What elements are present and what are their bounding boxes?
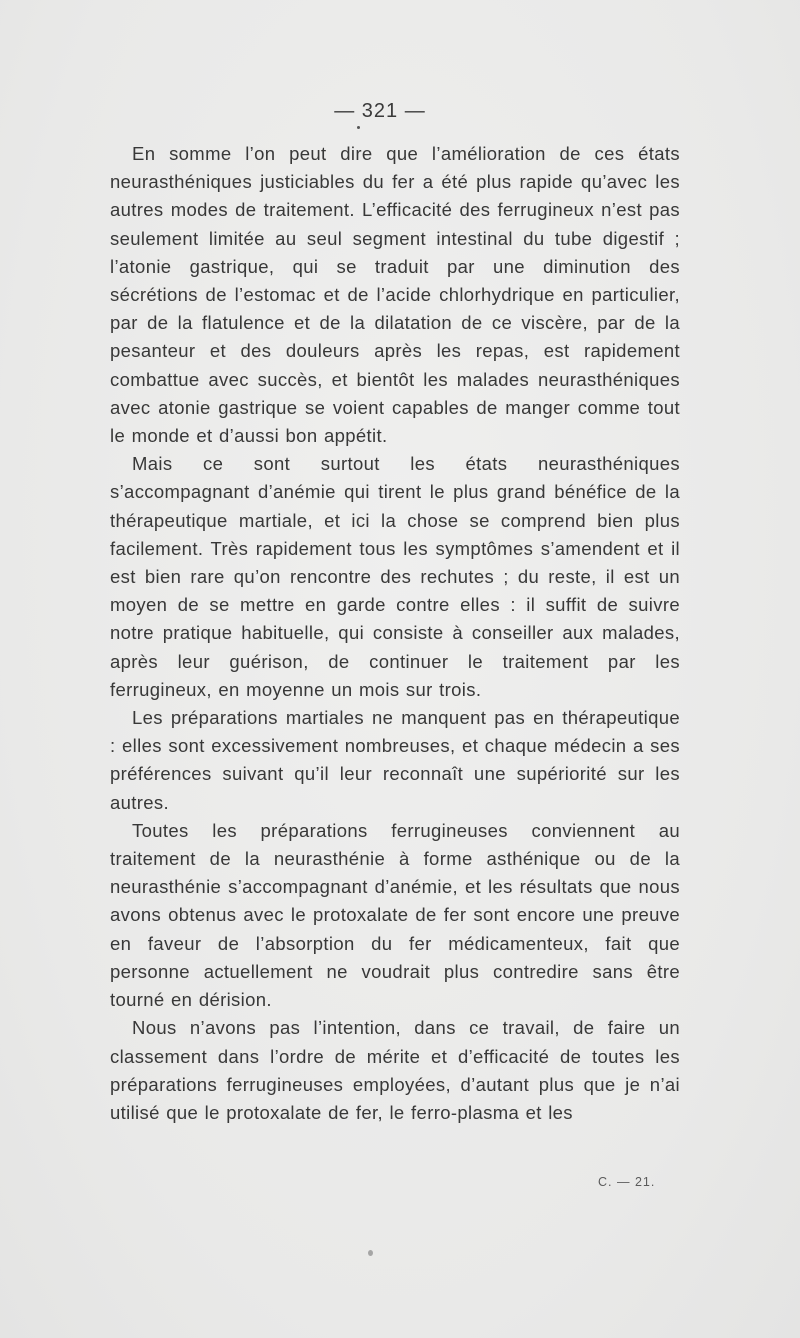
paragraph-2: Mais ce sont surtout les états neurasthéniques s’accompagnant d’anémie qui tirent le plus grand bénéfice de la thérapeutique martiale, et ici la chose se comprend bien plus facilement. Très rapidement tous les symptômes s’amendent et il est bien rare qu’on rencontre des rechutes ; du reste, il est un moyen de se mettre en garde contre elles : il suffit de suivre notre pratique habituelle, qui consiste à conseiller aux malades, après leur guérison, de continuer le traitement par les ferrugineux, en moyenne un mois sur trois. [110, 453, 680, 700]
printer-signature-mark: C. — 21. [598, 1175, 656, 1189]
paper-speck [368, 1250, 373, 1256]
page-number: — 321 — [334, 100, 426, 122]
body-text [110, 140, 680, 1127]
ink-mark [357, 126, 360, 129]
paragraph-1: En somme l’on peut dire que l’amélioration de ces états neurasthéniques justiciables du fer a été plus rapide qu’avec les autres modes de traitement. L’efficacité des ferrugineux n’est pas seulement limitée au seul segment intestinal du tube digestif ; l’atonie gastrique, qui se traduit par une diminution des sécrétions de l’estomac et de l’acide chlorhydrique en particulier, par de la flatulence et de la dilatation de ce viscère, par de la pesanteur et des douleurs après les repas, est rapidement combattue avec succès, et bientôt les malades neurasthéniques avec atonie gastrique se voient capables de manger comme tout le monde et d’aussi bon appétit. [110, 143, 680, 447]
paragraph-5: Nous n’avons pas l’intention, dans ce travail, de faire un classement dans l’ordre de mérite et d’efficacité de toutes les préparations ferrugineuses employées, d’autant plus que je n’ai utilisé que le protoxalate de fer, le ferro-plasma et les [110, 1017, 680, 1123]
paragraph-4: Toutes les préparations ferrugineuses conviennent au traitement de la neurasthénie à forme asthénique ou de la neurasthénie s’accompagnant d’anémie, et les résultats que nous avons obtenus avec le protoxalate de fer sont encore une preuve en faveur de l’absorption du fer médicamenteux, fait que personne actuellement ne voudrait plus contredire sans être tourné en dérision. [110, 819, 680, 1011]
paragraph-3: Les préparations martiales ne manquent pas en thérapeutique : elles sont excessivement nombreuses, et chaque médecin a ses préférences suivant qu’il leur reconnaît une supériorité sur les autres. [110, 707, 680, 813]
